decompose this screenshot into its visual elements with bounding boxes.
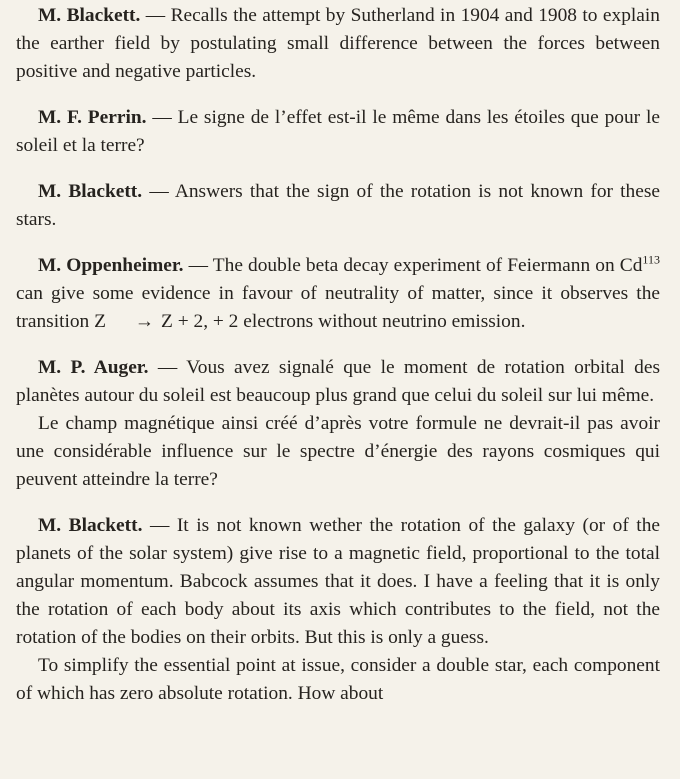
paragraph-text: Le signe de l’effet est-il le même dans les étoiles que pour le soleil et la terre? <box>16 107 660 156</box>
speaker-name: M. Oppenheimer. <box>38 255 184 276</box>
paragraph-text: It is not known wether the rotation of the galaxy (or of the planets of the solar system) give rise to a magnetic field, proportional to the total angular momentum. Babcock assumes that it does. I have a feeling that it is only the rotation of each body about its axis which contributes to the field, not the rotation of the bodies on their orbits. But this is only a guess. <box>16 515 660 648</box>
superscript-mass-number: 113 <box>642 252 660 267</box>
dash: — <box>146 107 178 128</box>
paragraph-blackett-3 <box>16 512 660 652</box>
dash: — <box>148 357 187 378</box>
paragraph-text: Z + 2, + 2 electrons without neutrino emission. <box>156 311 526 332</box>
paragraph-text: The double beta decay experiment of Feiermann on Cd <box>212 255 643 276</box>
dash: — <box>142 181 175 202</box>
right-arrow-icon: → <box>134 311 155 332</box>
speaker-name: M. P. Auger. <box>38 357 149 378</box>
speaker-name: M. Blackett. <box>38 515 143 536</box>
paragraph-text: can give some evidence in favour of neutrality of matter, since it observes the transition Z <box>16 283 660 332</box>
paragraph-text: Recalls the attempt by Sutherland in 1904 and 1908 to explain the earther field by postulating small difference between the forces between positive and negative particles. <box>16 5 660 82</box>
paragraph-blackett-2 <box>16 178 660 234</box>
paragraph-auger-continued <box>16 410 660 494</box>
paragraph-blackett-3-continued <box>16 652 660 708</box>
paragraph-oppenheimer <box>16 252 660 336</box>
speaker-name: M. Blackett. <box>38 181 143 202</box>
paragraph-perrin <box>16 104 660 160</box>
paragraph-auger <box>16 354 660 410</box>
dash: — <box>140 5 171 26</box>
paragraph-text: To simplify the essential point at issue, consider a double star, each component of which has zero absolute rotation. How about <box>16 655 660 704</box>
paragraph-text: Le champ magnétique ainsi créé d’après votre formule ne devrait-il pas avoir une considérable influence sur le spectre d’énergie des rayons cosmiques qui peuvent atteindre la terre? <box>16 413 660 490</box>
dash: — <box>142 515 177 536</box>
speaker-name: M. F. Perrin. <box>38 107 147 128</box>
paragraph-text: Vous avez signalé que le moment de rotation orbital des planètes autour du soleil est beaucoup plus grand que celui du soleil sur lui même. <box>16 357 660 406</box>
paragraph-text: Answers that the sign of the rotation is not known for these stars. <box>16 181 661 230</box>
paragraph-blackett-1 <box>16 2 660 86</box>
speaker-name: M. Blackett. <box>38 5 141 26</box>
dash: — <box>183 255 213 276</box>
